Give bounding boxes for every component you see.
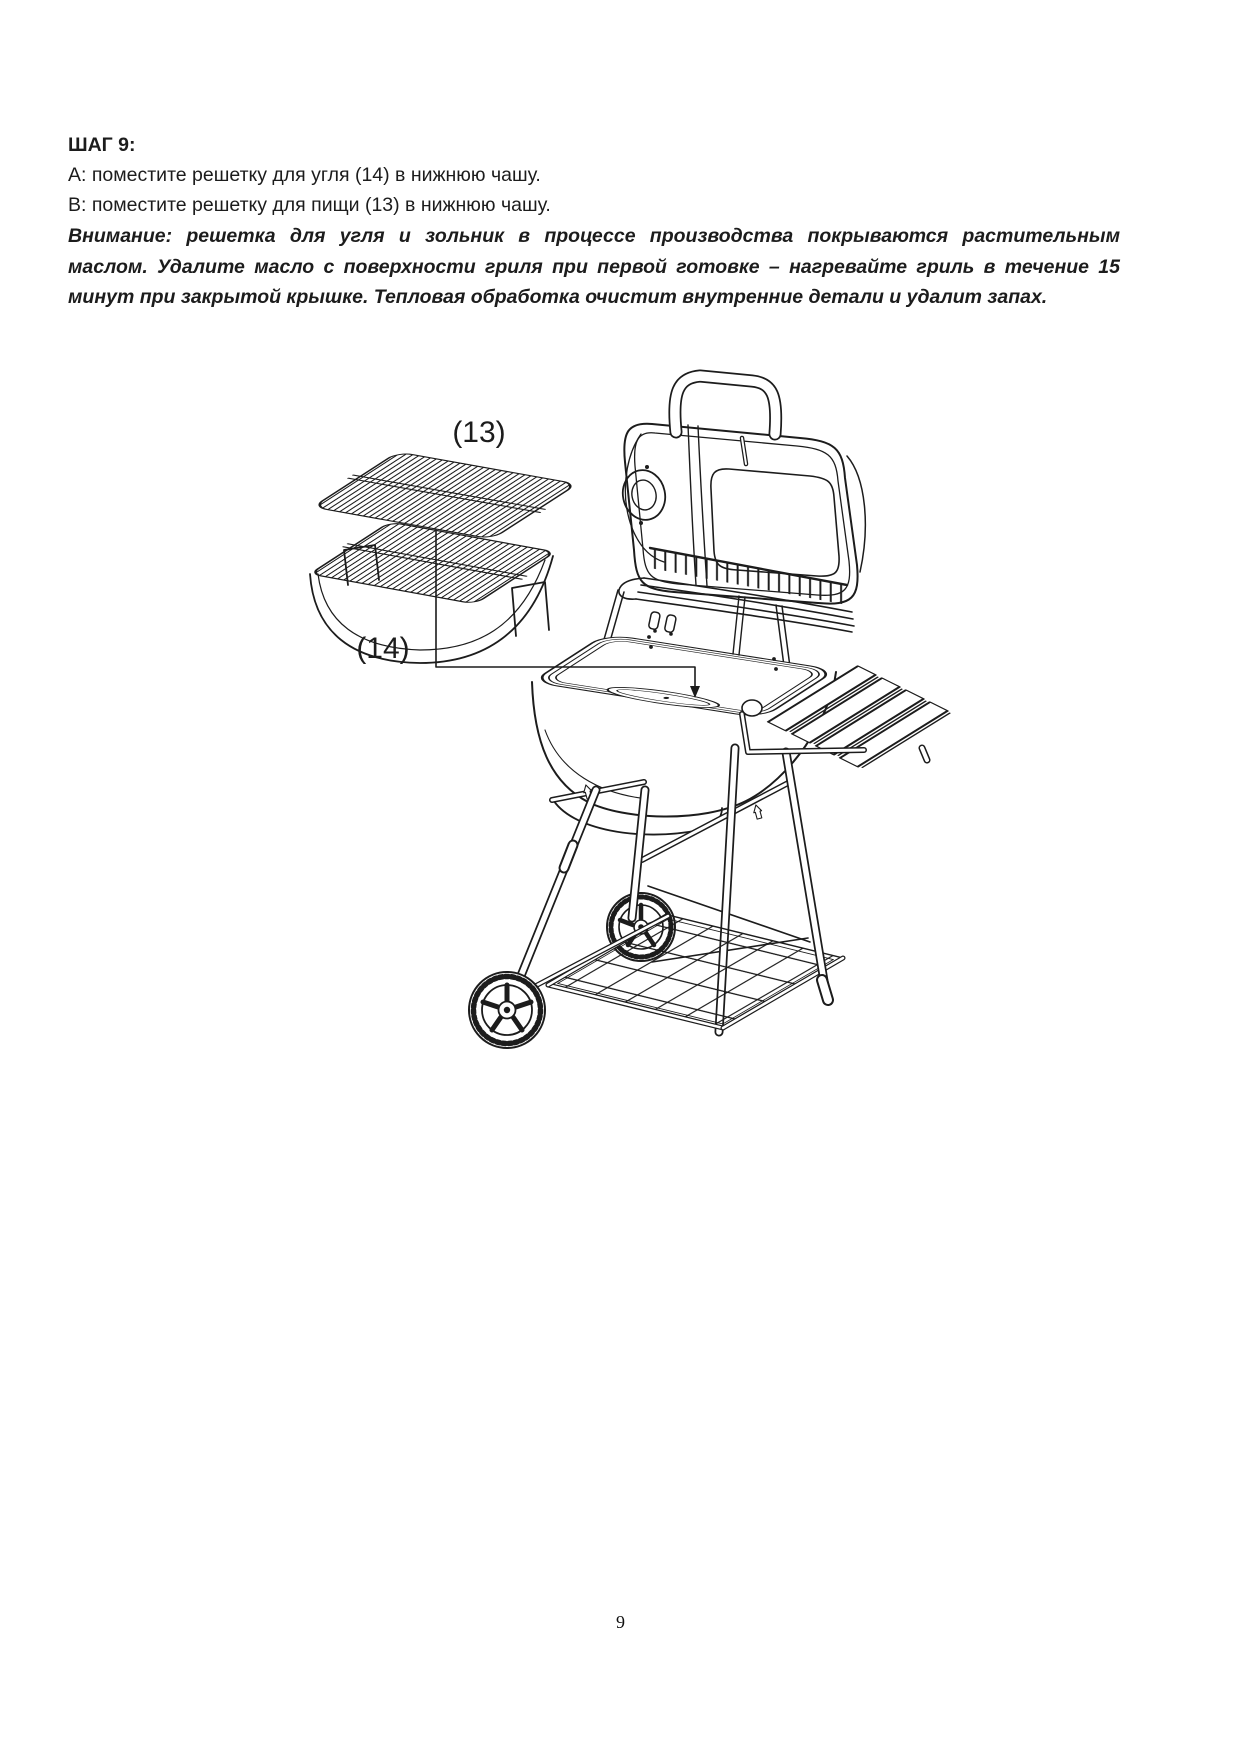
- instruction-b: В: поместите решетку для пищи (13) в нижнюю чашу.: [68, 194, 551, 216]
- warning-line-2: маслом. Удалите масло с поверхности гриля при первой готовке – нагревайте гриль в течение 15: [68, 255, 1120, 278]
- label-13: (13): [452, 416, 506, 449]
- label-14: (14): [356, 632, 410, 665]
- shelf-mount-boss: [742, 700, 762, 716]
- instruction-a: А: поместите решетку для угля (14) в нижнюю чашу.: [68, 164, 541, 186]
- assembly-arrow-icon: [752, 804, 763, 820]
- front-wheel: [469, 972, 545, 1048]
- grill-assembly-diagram: [270, 330, 970, 1055]
- step-text-block: [68, 130, 1120, 313]
- warning-paragraph: [68, 221, 1120, 313]
- cooking-grate-illustration: [306, 451, 583, 540]
- bowl-hinge: [648, 611, 676, 635]
- inner-struts: [733, 596, 745, 655]
- charcoal-grate-illustration: [303, 521, 561, 663]
- warning-line-3: минут при закрытой крышке. Тепловая обработка очистит внутренние детали и удалит запах.: [68, 286, 1048, 308]
- bottom-shelf: [548, 915, 843, 1028]
- warning-line-1: Внимание: решетка для угля и зольник в процессе производства покрываются растительным: [68, 225, 1120, 247]
- page-number: 9: [616, 1612, 625, 1632]
- lid-handle: [675, 376, 776, 434]
- step-title: ШАГ 9:: [68, 134, 136, 156]
- grill-illustration: [469, 376, 951, 1048]
